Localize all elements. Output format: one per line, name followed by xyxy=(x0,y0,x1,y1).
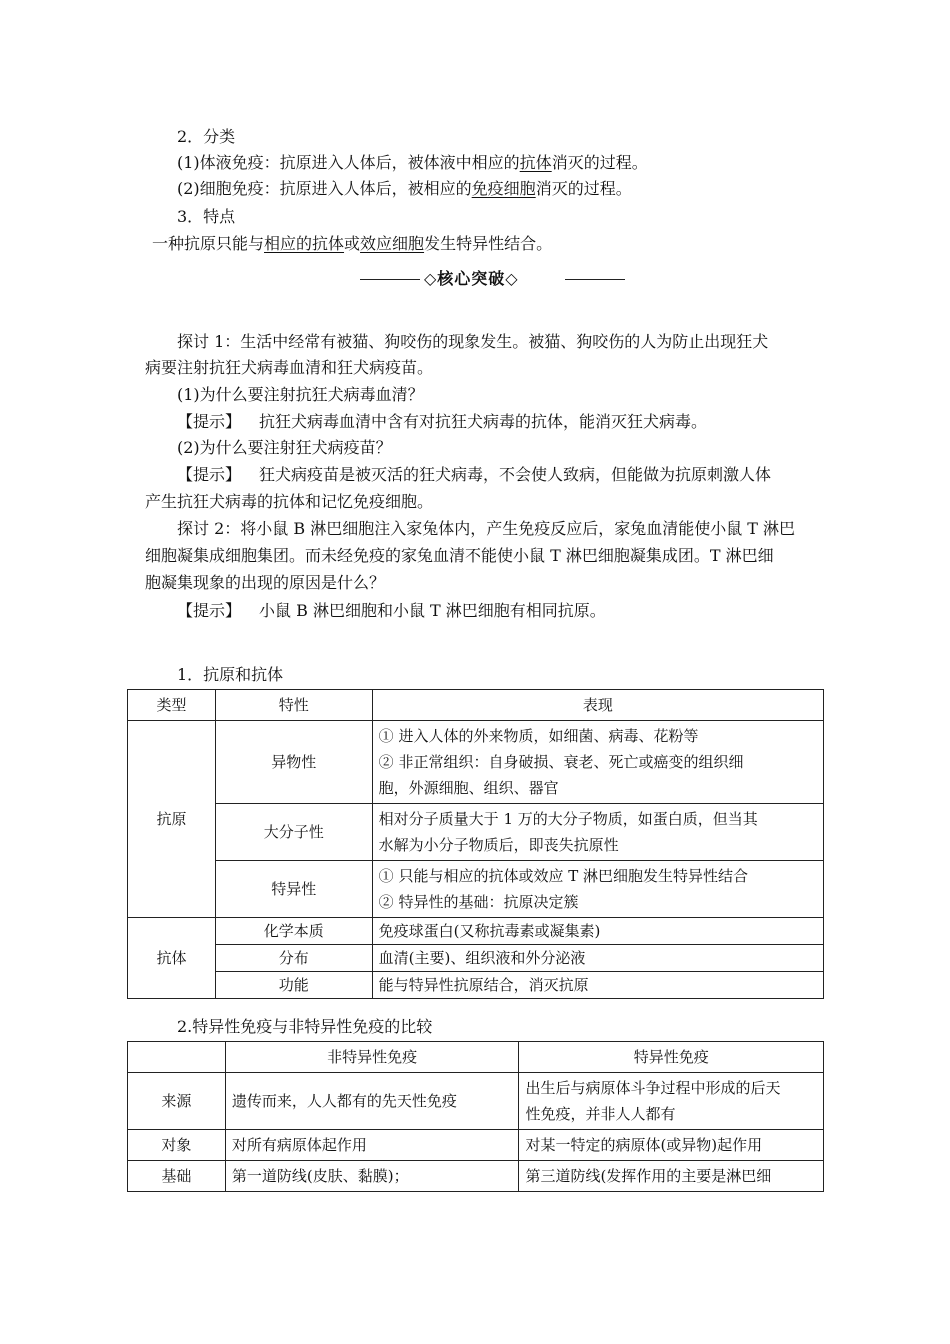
tip-label: 【提示】 xyxy=(177,412,242,431)
specific-cell: 第三道防线(发挥作用的主要是淋巴细 xyxy=(519,1161,824,1192)
specific-cell xyxy=(519,1073,824,1130)
nonspecific-cell: 对所有病原体起作用 xyxy=(225,1130,519,1161)
cellular-underlined: 免疫细胞 xyxy=(471,179,536,198)
humoral-text-end: 消灭的过程。 xyxy=(551,153,648,172)
table1-title: 1．抗原和抗体 xyxy=(177,665,284,684)
description-cell xyxy=(372,721,823,804)
humoral-underlined: 抗体 xyxy=(519,153,552,172)
cellular-immunity-line xyxy=(177,178,632,200)
immunity-comparison-table xyxy=(127,1041,824,1192)
antibody-label: 抗体 xyxy=(128,918,216,999)
answer2-line1 xyxy=(177,464,771,486)
section2-heading: 2．分类 xyxy=(177,127,236,146)
char-underlined-1: 相应的抗体 xyxy=(264,234,345,253)
table-row xyxy=(128,690,824,721)
table-row xyxy=(128,1130,824,1161)
answer2-text: 狂犬病疫苗是被灭活的狂犬病毒，不会使人致病，但能做为抗原刺激人体 xyxy=(259,465,772,484)
humoral-text: (1)体液免疫：抗原进入人体后，被体液中相应的 xyxy=(177,153,520,172)
answer1 xyxy=(177,411,707,433)
discussion2-line1: 探讨 2：将小鼠 B 淋巴细胞注入家兔体内，产生免疫反应后，家兔血清能使小鼠 T 淋巴 xyxy=(177,519,796,538)
header-cell: 特异性免疫 xyxy=(519,1042,824,1073)
description-cell: 能与特异性抗原结合，消灭抗原 xyxy=(372,972,823,999)
desc-line: 胞，外源细胞、组织、器官 xyxy=(378,779,559,797)
description-cell: 血清(主要)、组织液和外分泌液 xyxy=(372,945,823,972)
answer3-text: 小鼠 B 淋巴细胞和小鼠 T 淋巴细胞有相同抗原。 xyxy=(259,601,606,620)
char-text-end: 发生特异性结合。 xyxy=(424,234,553,253)
header-rule-left xyxy=(360,279,420,280)
antigen-label: 抗原 xyxy=(128,721,216,918)
description-cell xyxy=(372,804,823,861)
table-row xyxy=(128,1073,824,1130)
header-cell xyxy=(128,1042,226,1073)
table-row xyxy=(128,1161,824,1192)
property-cell: 大分子性 xyxy=(215,804,372,861)
desc-line: 水解为小分子物质后，即丧失抗原性 xyxy=(378,836,619,854)
specific-cell: 对某一特定的病原体(或异物)起作用 xyxy=(519,1130,824,1161)
question1: (1)为什么要注射抗狂犬病毒血清？ xyxy=(177,385,424,404)
cell-line: 出生后与病原体斗争过程中形成的后天 xyxy=(525,1079,781,1097)
property-cell: 化学本质 xyxy=(215,918,372,945)
property-cell: 特异性 xyxy=(215,861,372,918)
nonspecific-cell: 第一道防线(皮肤、黏膜)； xyxy=(225,1161,519,1192)
table-row xyxy=(128,945,824,972)
table-row xyxy=(128,1042,824,1073)
header-rule-right xyxy=(565,279,625,280)
header-cell: 非特异性免疫 xyxy=(225,1042,519,1073)
header-cell: 特性 xyxy=(215,690,372,721)
desc-line: 相对分子质量大于 1 万的大分子物质，如蛋白质，但当其 xyxy=(378,810,758,828)
discussion1-line1: 探讨 1：生活中经常有被猫、狗咬伤的现象发生。被猫、狗咬伤的人为防止出现狂犬 xyxy=(177,332,769,351)
row-label: 来源 xyxy=(128,1073,226,1130)
table-row xyxy=(128,804,824,861)
header-cell: 表现 xyxy=(372,690,823,721)
description-cell: 免疫球蛋白(又称抗毒素或凝集素) xyxy=(372,918,823,945)
desc-line: ② 非正常组织：自身破损、衰老、死亡或癌变的组织细 xyxy=(378,753,744,771)
desc-line: ① 进入人体的外来物质，如细菌、病毒、花粉等 xyxy=(378,727,699,745)
cellular-text: (2)细胞免疫：抗原进入人体后，被相应的 xyxy=(177,179,472,198)
table-row xyxy=(128,721,824,804)
core-breakthrough-header xyxy=(360,268,630,292)
answer1-text: 抗狂犬病毒血清中含有对抗狂犬病毒的抗体，能消灭狂犬病毒。 xyxy=(259,412,708,431)
desc-line: ① 只能与相应的抗体或效应 T 淋巴细胞发生特异性结合 xyxy=(378,867,748,885)
humoral-immunity-line xyxy=(177,152,648,174)
header-title: ◇核心突破◇ xyxy=(424,269,519,288)
char-text: 一种抗原只能与 xyxy=(152,234,265,253)
answer2-line2: 产生抗狂犬病毒的抗体和记忆免疫细胞。 xyxy=(145,492,434,511)
nonspecific-cell: 遗传而来，人人都有的先天性免疫 xyxy=(225,1073,519,1130)
row-label: 对象 xyxy=(128,1130,226,1161)
row-label: 基础 xyxy=(128,1161,226,1192)
property-cell: 异物性 xyxy=(215,721,372,804)
discussion2-line3: 胞凝集现象的出现的原因是什么？ xyxy=(145,573,386,592)
section3-heading: 3．特点 xyxy=(177,207,236,226)
cellular-text-end: 消灭的过程。 xyxy=(535,179,632,198)
tip-label: 【提示】 xyxy=(177,601,242,620)
table-row xyxy=(128,972,824,999)
antigen-antibody-table xyxy=(127,689,824,999)
question2: (2)为什么要注射狂犬病疫苗？ xyxy=(177,438,392,457)
property-cell: 分布 xyxy=(215,945,372,972)
cell-line: 性免疫，并非人人都有 xyxy=(525,1105,676,1123)
property-cell: 功能 xyxy=(215,972,372,999)
tip-label: 【提示】 xyxy=(177,465,242,484)
table-row xyxy=(128,861,824,918)
table2-title: 2.特异性免疫与非特异性免疫的比较 xyxy=(177,1017,433,1036)
desc-line: ② 特异性的基础：抗原决定簇 xyxy=(378,893,579,911)
characteristic-line xyxy=(152,233,552,255)
char-text-mid: 或 xyxy=(344,234,361,253)
discussion1-line2: 病要注射抗狂犬病毒血清和狂犬病疫苗。 xyxy=(145,358,434,377)
header-cell: 类型 xyxy=(128,690,216,721)
answer3 xyxy=(177,600,606,622)
discussion2-line2: 细胞凝集成细胞集团。而未经免疫的家兔血清不能使小鼠 T 淋巴细胞凝集成团。T 淋巴细 xyxy=(145,546,774,565)
table-row xyxy=(128,918,824,945)
description-cell xyxy=(372,861,823,918)
char-underlined-2: 效应细胞 xyxy=(360,234,425,253)
